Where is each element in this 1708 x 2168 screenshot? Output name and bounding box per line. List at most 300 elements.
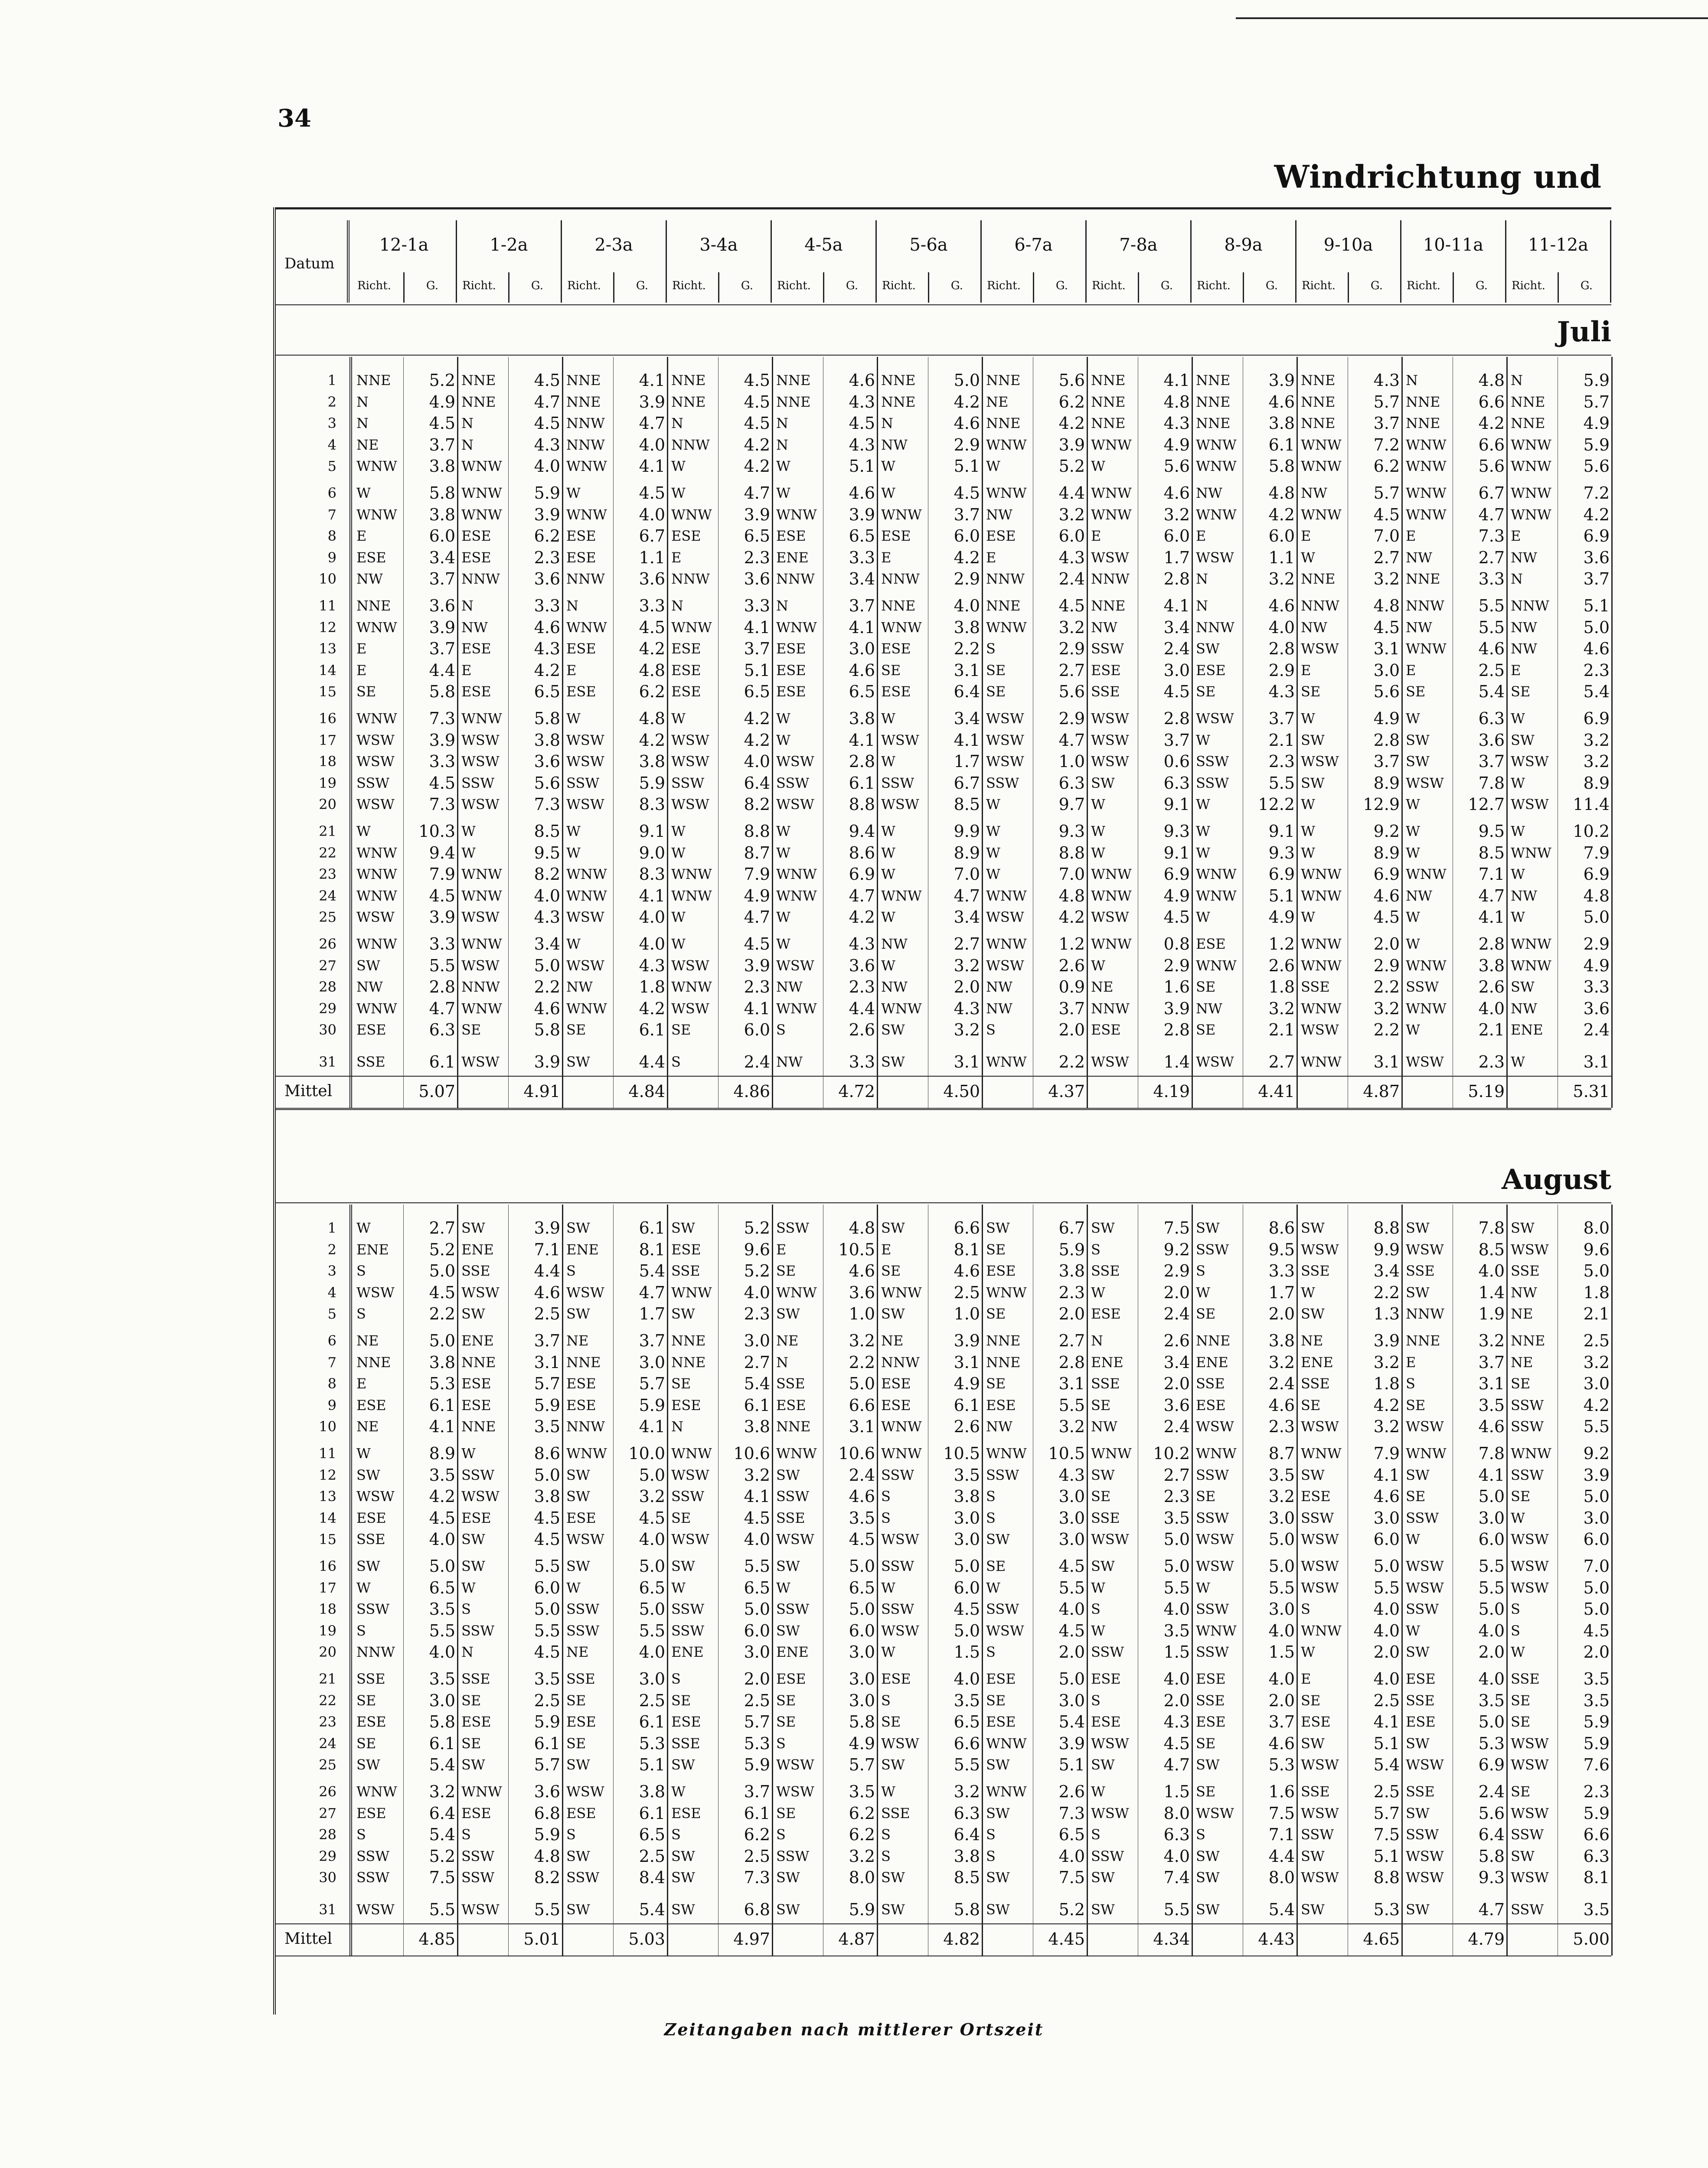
speed-cell: 5.1	[954, 457, 980, 476]
direction-cell: SW	[566, 1466, 590, 1483]
direction-cell: E	[1091, 528, 1101, 545]
direction-cell: W	[671, 458, 686, 475]
direction-cell: ESE	[461, 549, 491, 566]
direction-cell: S	[461, 1826, 471, 1843]
speed-cell: 8.5	[954, 795, 980, 814]
direction-cell: W	[1196, 844, 1210, 861]
direction-cell: WSW	[566, 1783, 604, 1800]
speed-cell: 3.2	[1583, 1352, 1610, 1372]
direction-cell: NNE	[1091, 415, 1126, 432]
speed-cell: 5.9	[534, 1712, 560, 1732]
speed-cell: 4.5	[429, 886, 455, 905]
speed-cell: 6.2	[849, 1803, 875, 1823]
speed-cell: 6.0	[1163, 526, 1190, 546]
direction-cell: SW	[986, 1901, 1010, 1918]
direction-cell: SW	[566, 1848, 590, 1864]
speed-cell: 5.8	[429, 483, 455, 503]
section-rule	[276, 355, 1611, 356]
direction-cell: SW	[356, 957, 380, 974]
speed-cell: 2.3	[1583, 660, 1610, 680]
speed-cell: 5.5	[534, 1900, 560, 1919]
speed-cell: 6.0	[534, 1578, 560, 1597]
speed-cell: 6.8	[534, 1803, 560, 1823]
direction-cell: WNW	[1301, 866, 1342, 883]
speed-cell: 3.0	[744, 1331, 770, 1350]
speed-cell: 7.5	[1058, 1868, 1085, 1887]
row-date: 26	[319, 936, 336, 952]
direction-cell: SW	[1091, 1901, 1115, 1918]
direction-cell: WSW	[1511, 1531, 1549, 1548]
direction-cell: ESE	[1091, 1714, 1121, 1730]
speed-cell: 9.1	[1163, 843, 1190, 862]
speed-cell: 2.5	[954, 1283, 980, 1302]
speed-cell: 4.3	[849, 392, 875, 411]
direction-cell: W	[1301, 909, 1315, 926]
direction-cell: N	[566, 598, 578, 614]
direction-cell: SSE	[1301, 1783, 1330, 1800]
speed-cell: 5.5	[429, 1900, 455, 1919]
speed-cell: 3.7	[534, 1331, 560, 1350]
speed-cell: 3.0	[1163, 660, 1190, 680]
direction-cell: SSW	[1406, 1601, 1439, 1618]
speed-cell: 9.4	[429, 843, 455, 862]
direction-cell: WNW	[566, 887, 607, 904]
direction-cell: SW	[1196, 1901, 1220, 1918]
speed-cell: 4.8	[1058, 886, 1085, 905]
direction-cell: WSW	[461, 796, 500, 813]
direction-cell: ESE	[986, 1263, 1016, 1280]
direction-cell: WNW	[461, 887, 502, 904]
speed-cell: 4.7	[1478, 1900, 1505, 1919]
speed-cell: 4.0	[534, 886, 560, 905]
speed-cell: 4.0	[429, 1530, 455, 1549]
speed-cell: 1.2	[1268, 934, 1295, 953]
speed-cell: 2.9	[954, 435, 980, 454]
speed-cell: 4.0	[1163, 1600, 1190, 1619]
direction-cell: NNE	[461, 1354, 496, 1371]
direction-cell: W	[776, 731, 790, 748]
speed-cell: 12.9	[1363, 795, 1400, 814]
speed-cell: 3.2	[1373, 1352, 1400, 1372]
direction-cell: SSE	[1091, 683, 1120, 700]
speed-cell: 8.5	[954, 1868, 980, 1887]
speed-cell: 2.8	[1163, 709, 1190, 728]
speed-cell: 7.9	[1373, 1444, 1400, 1463]
table-row	[276, 1019, 1611, 1040]
speed-cell: 9.9	[954, 822, 980, 841]
direction-cell: ESE	[566, 1375, 596, 1392]
direction-cell: WNW	[671, 887, 712, 904]
speed-cell: 5.9	[744, 1755, 770, 1775]
direction-cell: SSW	[1511, 1397, 1544, 1414]
speed-cell: 3.3	[1268, 1261, 1295, 1281]
speed-cell: 0.6	[1163, 752, 1190, 771]
period-header	[982, 220, 1087, 303]
speed-cell: 5.0	[849, 1374, 875, 1394]
speed-cell: 3.5	[1583, 1691, 1610, 1710]
direction-cell: N	[1091, 1332, 1103, 1349]
row-date: 13	[319, 1488, 336, 1505]
direction-cell: NE	[881, 1332, 904, 1349]
speed-cell: 6.5	[1058, 1825, 1085, 1845]
direction-cell: WSW	[671, 957, 709, 974]
direction-cell: WNW	[986, 1735, 1027, 1752]
table-row	[276, 751, 1611, 772]
direction-cell: ESE	[1196, 1714, 1226, 1730]
speed-cell: 3.0	[1058, 1508, 1085, 1528]
direction-cell: N	[776, 598, 788, 614]
period-label: 11-12a	[1528, 235, 1589, 255]
direction-cell: W	[986, 866, 1000, 883]
speed-cell: 3.0	[1373, 660, 1400, 680]
speed-cell: 6.0	[1268, 526, 1295, 546]
speed-cell: 3.7	[1373, 414, 1400, 433]
speed-cell: 5.5	[639, 1621, 665, 1640]
direction-cell: WNW	[461, 485, 502, 501]
direction-cell: SSE	[1091, 1263, 1120, 1280]
direction-cell: ESE	[461, 1509, 491, 1526]
speed-cell: 5.3	[429, 1374, 455, 1394]
speed-cell: 3.2	[429, 1782, 455, 1801]
speed-cell: 4.2	[1583, 1395, 1610, 1415]
speed-cell: 3.0	[954, 1508, 980, 1528]
direction-cell: NNE	[1301, 415, 1336, 432]
direction-cell: WNW	[461, 936, 502, 952]
speed-cell: 3.1	[954, 660, 980, 680]
direction-cell: WSW	[1196, 1531, 1234, 1548]
direction-cell: WSW	[881, 796, 919, 813]
direction-cell: NNE	[356, 372, 391, 389]
speed-cell: 3.1	[954, 1052, 980, 1071]
direction-cell: WNW	[1406, 1445, 1447, 1462]
row-date: 12	[319, 1466, 336, 1483]
speed-cell: 6.9	[1478, 1755, 1505, 1775]
direction-cell: ESE	[1196, 1397, 1226, 1414]
direction-cell: SW	[461, 1220, 485, 1236]
direction-cell: ESE	[776, 683, 806, 700]
speed-cell: 4.5	[429, 1508, 455, 1528]
sub-divider	[1453, 272, 1454, 303]
direction-cell: SE	[1301, 1397, 1321, 1414]
direction-cell: W	[1091, 458, 1105, 475]
speed-cell: 5.5	[1478, 1578, 1505, 1597]
direction-cell: SSW	[986, 1466, 1019, 1483]
speed-cell: 5.7	[534, 1374, 560, 1394]
speed-cell: 4.1	[744, 999, 770, 1018]
speed-cell: 4.9	[954, 1374, 980, 1394]
speed-cell: 4.9	[1373, 709, 1400, 728]
sub-divider	[928, 272, 929, 303]
speed-cell: 5.0	[1478, 1712, 1505, 1732]
direction-cell: SSW	[566, 1869, 600, 1886]
speed-cell: 5.0	[1268, 1530, 1295, 1549]
table-row	[276, 434, 1611, 455]
direction-cell: WNW	[986, 936, 1027, 952]
direction-cell: NNW	[1511, 598, 1549, 614]
table-row	[276, 1846, 1611, 1867]
speed-cell: 6.7	[954, 773, 980, 793]
row-date: 18	[319, 1601, 336, 1618]
speed-cell: 3.4	[429, 548, 455, 567]
direction-cell: E	[671, 549, 682, 566]
speed-cell: 8.8	[744, 822, 770, 841]
row-date: 9	[327, 549, 336, 566]
direction-cell: WNW	[1091, 936, 1132, 952]
row-date: 19	[319, 774, 336, 791]
direction-cell: W	[671, 1579, 686, 1596]
direction-cell: SE	[1406, 1397, 1426, 1414]
speed-cell: 2.0	[1268, 1304, 1295, 1324]
direction-cell: SSW	[461, 1622, 495, 1639]
direction-cell: W	[1406, 1022, 1420, 1038]
direction-cell: ESE	[356, 1397, 386, 1414]
speed-cell: 4.8	[1163, 392, 1190, 411]
direction-cell: NNW	[671, 436, 710, 453]
direction-cell: ENE	[776, 549, 809, 566]
direction-cell: N	[776, 415, 788, 432]
direction-cell: NW	[881, 436, 908, 453]
speed-cell: 4.6	[1373, 886, 1400, 905]
table-row	[276, 1260, 1611, 1281]
direction-cell: SSW	[1511, 1826, 1544, 1843]
direction-cell: SW	[1511, 1848, 1535, 1864]
direction-cell: WNW	[566, 866, 607, 883]
speed-cell: 2.3	[534, 548, 560, 567]
direction-cell: W	[1511, 1509, 1525, 1526]
speed-cell: 5.4	[1058, 1712, 1085, 1732]
speed-cell: 5.9	[639, 773, 665, 793]
speed-cell: 3.0	[1583, 1508, 1610, 1528]
speed-cell: 5.5	[744, 1557, 770, 1576]
speed-cell: 2.5	[1583, 1331, 1610, 1350]
direction-cell: WNW	[1196, 436, 1237, 453]
direction-cell: SW	[671, 1306, 695, 1322]
direction-cell: W	[1511, 823, 1525, 839]
table-row	[276, 1395, 1611, 1416]
speed-cell: 4.7	[1058, 730, 1085, 750]
direction-cell: WNW	[566, 1445, 607, 1462]
speed-cell: 4.6	[1478, 1417, 1505, 1437]
speed-cell: 6.1	[639, 1712, 665, 1732]
direction-cell: W	[881, 710, 895, 727]
direction-cell: SE	[986, 1375, 1006, 1392]
speed-cell: 3.2	[639, 1487, 665, 1506]
speed-cell: 6.9	[1583, 526, 1610, 546]
direction-cell: WNW	[1406, 436, 1447, 453]
speed-cell: 6.6	[954, 1218, 980, 1237]
speed-cell: 8.1	[1583, 1868, 1610, 1887]
direction-cell: W	[776, 1579, 790, 1596]
speed-cell: 4.6	[849, 1261, 875, 1281]
direction-cell: WNW	[1196, 506, 1237, 523]
speed-cell: 2.3	[1583, 1782, 1610, 1801]
direction-cell: E	[356, 662, 367, 679]
direction-cell: ESE	[1196, 936, 1226, 952]
period-header	[667, 220, 772, 303]
speed-cell: 8.0	[1583, 1218, 1610, 1237]
table-row	[276, 1330, 1611, 1351]
direction-cell: WNW	[356, 458, 397, 475]
speed-cell: 5.9	[849, 1900, 875, 1919]
period-header	[457, 220, 562, 303]
direction-cell: WNW	[1301, 1000, 1342, 1017]
speed-cell: 9.3	[1058, 822, 1085, 841]
speed-cell: 4.0	[639, 934, 665, 953]
speed-cell: 3.4	[954, 908, 980, 927]
speed-cell: 5.0	[429, 1557, 455, 1576]
speed-cell: 3.3	[429, 752, 455, 771]
speed-cell: 7.1	[1268, 1825, 1295, 1845]
speed-cell: 3.5	[849, 1782, 875, 1801]
direction-cell: W	[776, 844, 790, 861]
direction-cell: W	[1301, 710, 1315, 727]
top-rule	[1236, 17, 1708, 19]
direction-cell: ESE	[881, 528, 911, 545]
direction-cell: WSW	[1511, 1735, 1549, 1752]
direction-cell: ESE	[356, 1805, 386, 1822]
direction-cell: SW	[1511, 731, 1535, 748]
period-label: 9-10a	[1323, 235, 1373, 255]
column-divider	[877, 1205, 878, 1956]
sub-divider	[823, 272, 824, 303]
direction-cell: S	[566, 1263, 576, 1280]
speed-cell: 8.6	[534, 1444, 560, 1463]
direction-cell: WSW	[566, 957, 604, 974]
period-header	[562, 220, 667, 303]
mittel-row	[276, 1081, 1611, 1102]
direction-cell: WNW	[1406, 957, 1447, 974]
direction-cell: ENE	[356, 1241, 389, 1258]
direction-cell: SSE	[356, 1054, 385, 1070]
speed-cell: 2.7	[954, 934, 980, 953]
direction-cell: NNW	[671, 571, 710, 588]
direction-cell: NW	[986, 1000, 1012, 1017]
direction-cell: WSW	[776, 1783, 814, 1800]
column-divider	[667, 1205, 668, 1956]
direction-cell: ESE	[461, 1805, 491, 1822]
speed-cell: 5.9	[1583, 435, 1610, 454]
direction-cell: NNE	[566, 372, 601, 389]
speed-cell: 3.9	[849, 505, 875, 524]
direction-cell: WNW	[671, 1445, 712, 1462]
direction-cell: WNW	[356, 936, 397, 952]
speed-cell: 6.5	[849, 526, 875, 546]
direction-cell: SE	[356, 683, 376, 700]
table-row	[276, 1486, 1611, 1507]
speed-cell: 2.9	[1058, 639, 1085, 659]
speed-cell: 4.5	[1058, 1621, 1085, 1640]
speed-cell: 2.4	[849, 1465, 875, 1485]
speed-cell: 2.3	[849, 977, 875, 997]
direction-cell: ESE	[566, 549, 596, 566]
direction-cell: WSW	[566, 1531, 604, 1548]
direction-cell: ESE	[776, 528, 806, 545]
row-date: 10	[319, 571, 336, 588]
direction-cell: SE	[1196, 1783, 1216, 1800]
direction-cell: NW	[1406, 887, 1432, 904]
direction-cell: WNW	[986, 1054, 1027, 1070]
speed-cell: 6.9	[1163, 865, 1190, 884]
speed-cell: 3.0	[1268, 1508, 1295, 1528]
direction-cell: WSW	[1091, 1735, 1129, 1752]
speed-cell: 9.1	[1163, 795, 1190, 814]
speed-cell: 5.1	[849, 457, 875, 476]
direction-cell: SW	[1091, 774, 1115, 791]
row-date: 1	[327, 372, 336, 389]
direction-cell: ESE	[461, 1375, 491, 1392]
speed-cell: 6.9	[1583, 709, 1610, 728]
column-divider	[667, 357, 668, 1108]
speed-cell: 2.9	[1163, 1261, 1190, 1281]
direction-cell: S	[881, 1848, 891, 1864]
direction-cell: SSW	[671, 1622, 705, 1639]
direction-cell: E	[1511, 528, 1521, 545]
direction-cell: SSW	[671, 1488, 705, 1505]
speed-cell: 5.5	[1478, 596, 1505, 615]
mittel-value: 5.03	[628, 1929, 665, 1949]
speed-cell: 4.0	[534, 457, 560, 476]
direction-cell: SE	[1511, 683, 1531, 700]
direction-cell: N	[776, 1354, 788, 1371]
page-title: Windrichtung und	[1274, 158, 1602, 195]
speed-cell: 4.6	[1268, 596, 1295, 615]
speed-cell: 4.8	[639, 709, 665, 728]
speed-cell: 5.0	[1163, 1557, 1190, 1576]
speed-cell: 2.7	[1058, 660, 1085, 680]
direction-cell: ESE	[881, 1397, 911, 1414]
direction-cell: WSW	[461, 753, 500, 770]
direction-cell: SSW	[566, 774, 600, 791]
mittel-value: 4.79	[1468, 1929, 1505, 1949]
speed-cell: 8.9	[1373, 773, 1400, 793]
direction-cell: NNE	[356, 598, 391, 614]
row-date: 13	[319, 640, 336, 657]
direction-cell: NNE	[566, 1354, 601, 1371]
speed-cell: 6.1	[954, 1395, 980, 1415]
speed-cell: 2.4	[1163, 1304, 1190, 1324]
table-row	[276, 617, 1611, 638]
direction-cell: SE	[776, 1263, 796, 1280]
table-row	[276, 1754, 1611, 1775]
mittel-value: 5.19	[1468, 1081, 1505, 1101]
direction-cell: WNW	[986, 436, 1027, 453]
table-row	[276, 1711, 1611, 1732]
speed-cell: 4.3	[1268, 682, 1295, 702]
direction-cell: ESE	[1091, 1022, 1121, 1038]
direction-cell: NW	[1406, 619, 1432, 636]
direction-cell: NW	[1196, 485, 1222, 501]
speed-cell: 2.6	[954, 1417, 980, 1437]
direction-cell: NNW	[566, 571, 605, 588]
direction-cell: WNW	[356, 844, 397, 861]
table-row	[276, 1556, 1611, 1577]
speed-cell: 5.0	[639, 1600, 665, 1619]
speed-cell: 6.5	[429, 1578, 455, 1597]
direction-cell: WNW	[1091, 506, 1132, 523]
row-date: 15	[319, 1531, 336, 1548]
speed-cell: 6.0	[1373, 1530, 1400, 1549]
direction-cell: W	[1301, 1284, 1315, 1301]
speed-cell: 3.6	[429, 596, 455, 615]
speed-cell: 3.6	[849, 956, 875, 975]
direction-cell: W	[1511, 774, 1525, 791]
direction-cell: S	[986, 1509, 996, 1526]
direction-cell: SW	[1406, 1466, 1430, 1483]
direction-cell: E	[986, 549, 996, 566]
speed-cell: 2.7	[1268, 1052, 1295, 1071]
speed-cell: 3.6	[1583, 548, 1610, 567]
speed-cell: 4.5	[1373, 505, 1400, 524]
